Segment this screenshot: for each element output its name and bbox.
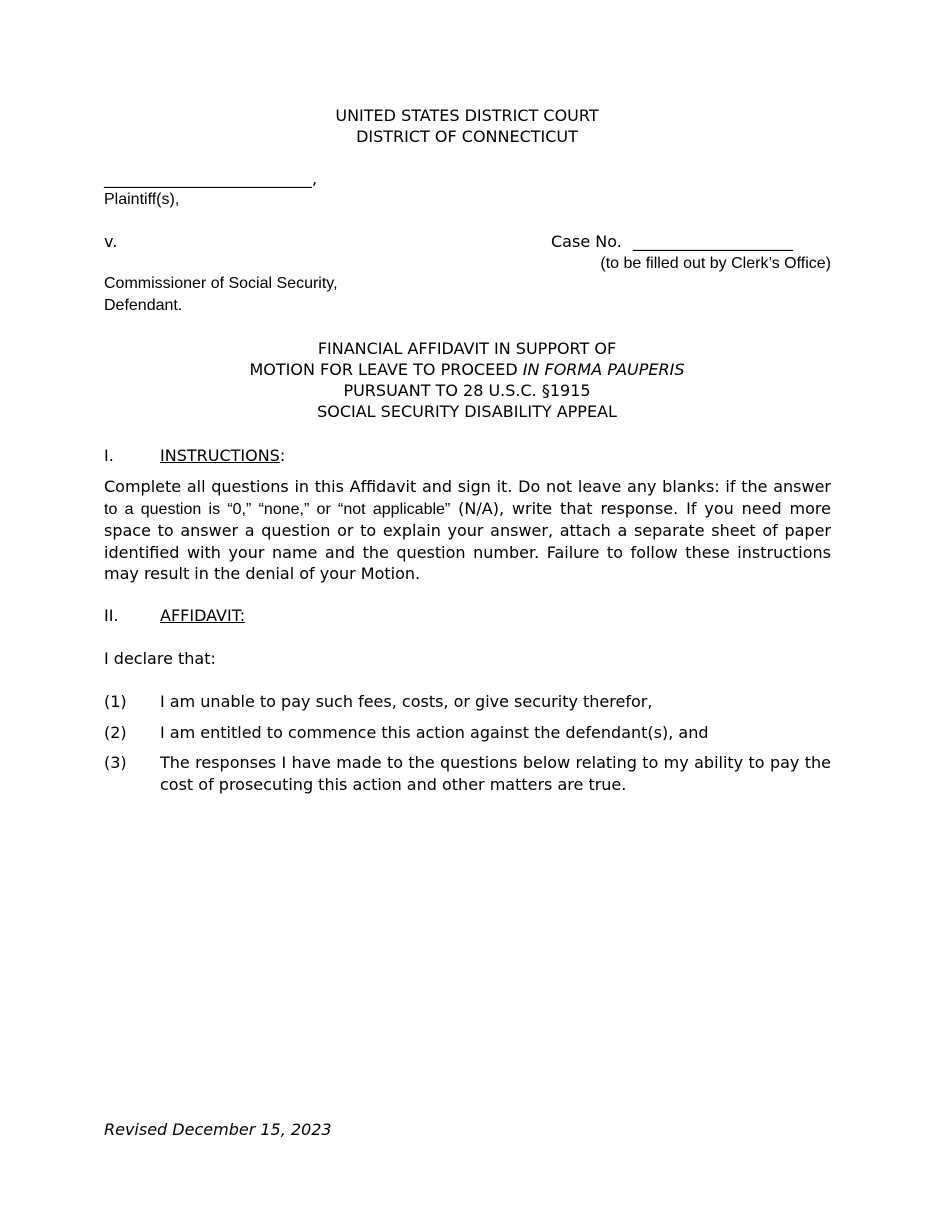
title-line-3: PURSUANT TO 28 U.S.C. §1915	[343, 381, 591, 400]
case-number-label: Case No.	[551, 232, 622, 251]
case-number-note: (to be filled out by Clerk’s Office)	[600, 255, 831, 272]
item-1-number: (1)	[104, 692, 127, 711]
title-line-1: FINANCIAL AFFIDAVIT IN SUPPORT OF	[317, 339, 617, 358]
plaintiff-blank: __________________________,	[104, 169, 318, 188]
section-2-heading: AFFIDAVIT:	[160, 606, 246, 625]
item-1-text: I am unable to pay such fees, costs, or give security therefor,	[160, 692, 653, 711]
instructions-text-c: (N/A), write that response. If you need more space to answer a question or to explain your answer, attach a separate sheet of paper identified with your name and the question number. Failure to follow these instructions may result in the denial of your Motion.	[104, 498, 831, 583]
defendant-label: Defendant.	[104, 297, 183, 314]
instructions-text-a: Complete all questions in this Affidavit and sign it. Do not leave any blanks: if the answer	[104, 477, 831, 496]
section-1-heading	[160, 445, 285, 467]
instructions-paragraph	[104, 476, 831, 585]
declare-intro: I declare that:	[104, 649, 216, 668]
title-line-4: SOCIAL SECURITY DISABILITY APPEAL	[317, 402, 617, 421]
title-line-2-italic: IN FORMA PAUPERIS	[522, 360, 685, 379]
plaintiff-label: Plaintiff(s),	[104, 191, 180, 208]
court-name: UNITED STATES DISTRICT COURT	[335, 106, 599, 125]
court-district: DISTRICT OF CONNECTICUT	[356, 127, 578, 146]
item-2-number: (2)	[104, 723, 127, 742]
item-2-text: I am entitled to commence this action against the defendant(s), and	[160, 723, 709, 742]
instructions-text-b: to a question is “0,” “none,” or “not applicable”	[104, 500, 451, 518]
section-1-heading-text: INSTRUCTIONS	[160, 446, 280, 465]
title-line-2-prefix: MOTION FOR LEAVE TO PROCEED	[249, 360, 523, 379]
title-line-2	[0, 359, 934, 381]
revision-date: Revised December 15, 2023	[104, 1120, 332, 1139]
versus: v.	[104, 232, 118, 251]
case-number	[551, 231, 793, 253]
item-3-text: The responses I have made to the questions below relating to my ability to pay the cost of prosecuting this action and other matters are true.	[160, 753, 831, 794]
section-2-numeral: II.	[104, 606, 119, 625]
item-3-number: (3)	[104, 753, 127, 772]
section-1-numeral: I.	[104, 446, 114, 465]
defendant-name: Commissioner of Social Security,	[104, 275, 338, 292]
case-number-blank: ____________________	[632, 232, 793, 251]
section-1-heading-colon: :	[279, 446, 286, 465]
